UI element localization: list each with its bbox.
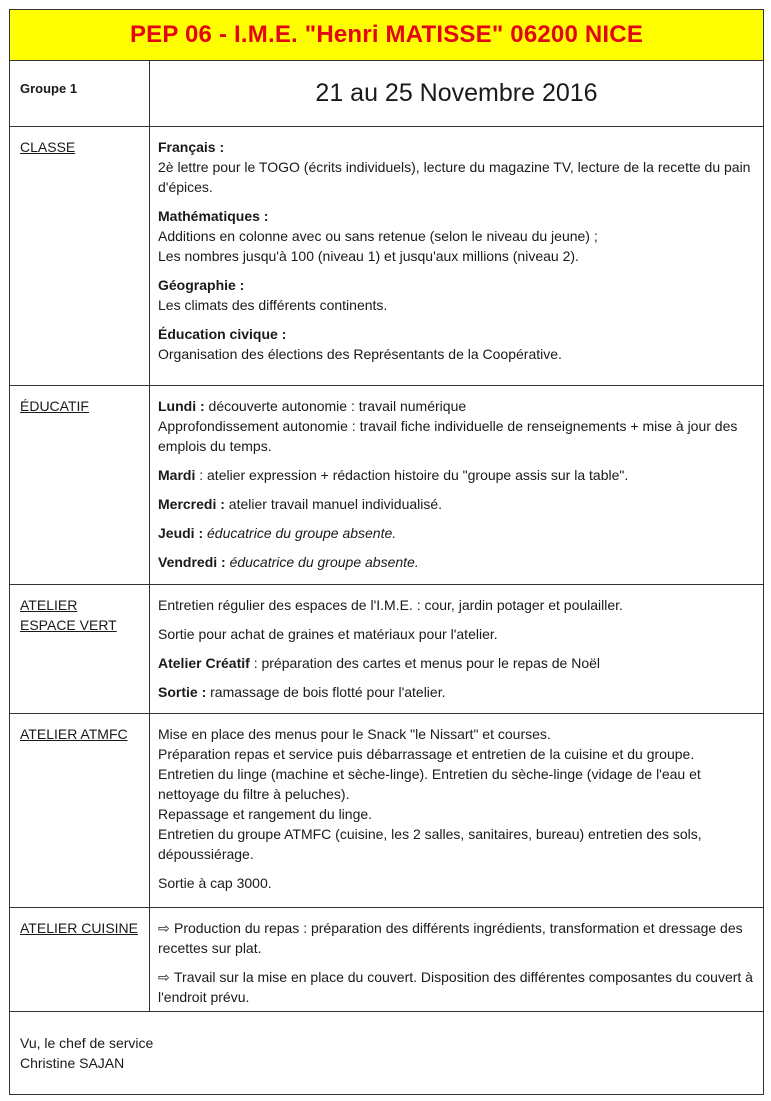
section-label-educatif	[10, 386, 150, 584]
page-title-text: PEP 06 - I.M.E. "Henri MATISSE" 06200 NICE	[129, 21, 644, 48]
espace-vert-label-2: ESPACE VERT	[20, 617, 117, 633]
classe-label: CLASSE	[20, 139, 76, 155]
section-educatif	[10, 386, 763, 585]
geo-text: Les climats des différents continents.	[158, 297, 388, 313]
section-espace-vert	[10, 585, 763, 714]
creatif-label: Atelier Créatif	[158, 655, 250, 671]
civique-text: Organisation des élections des Représentants de la Coopérative.	[158, 346, 562, 362]
maths-text-1: Additions en colonne avec ou sans retenue (selon le niveau du jeune) ;	[158, 228, 598, 244]
section-label-espace-vert	[10, 585, 150, 713]
section-content-espace-vert	[150, 585, 763, 713]
cuisine-item-1-text: Production du repas : préparation des différents ingrédients, transformation et dressage des recettes sur plat.	[158, 920, 743, 956]
cuisine-item-1	[158, 918, 753, 958]
sortie-block	[158, 682, 753, 702]
maths-text-2: Les nombres jusqu'à 100 (niveau 1) et jusqu'aux millions (niveau 2).	[158, 248, 579, 264]
lundi-block	[158, 396, 753, 456]
vendredi-text: éducatrice du groupe absente.	[225, 554, 419, 570]
atmfc-line-5: Entretien du groupe ATMFC (cuisine, les 2 salles, sanitaires, bureau) entretien des sols, dépoussiérage.	[158, 826, 702, 862]
espace-vert-text-1: Entretien régulier des espaces de l'I.M.E. : cour, jardin potager et poulailler.	[158, 597, 623, 613]
educatif-label: ÉDUCATIF	[20, 398, 89, 414]
mercredi-text: atelier travail manuel individualisé.	[224, 496, 443, 512]
vendredi-label: Vendredi :	[158, 554, 226, 570]
francais-title: Français :	[158, 139, 225, 155]
atmfc-line-3: Entretien du linge (machine et sèche-linge). Entretien du sèche-linge (vidage de l'eau et nettoyage du filtre à peluches).	[158, 766, 701, 802]
atmfc-block	[158, 724, 753, 864]
civique-block	[158, 324, 753, 364]
lundi-text: découverte autonomie : travail numérique	[204, 398, 467, 414]
espace-vert-text-2: Sortie pour achat de graines et matériaux pour l'atelier.	[158, 626, 498, 642]
lundi-label: Lundi :	[158, 398, 205, 414]
signature-name: Christine SAJAN	[20, 1055, 125, 1071]
group-label: Groupe 1	[10, 61, 150, 126]
signature-role: Vu, le chef de service	[20, 1035, 154, 1051]
cuisine-label: ATELIER CUISINE	[20, 920, 138, 936]
sortie-label: Sortie :	[158, 684, 207, 700]
maths-block	[158, 206, 753, 266]
atmfc-label: ATELIER ATMFC	[20, 726, 128, 742]
section-classe	[10, 127, 763, 386]
section-content-cuisine	[150, 908, 763, 1011]
sortie-text: ramassage de bois flotté pour l'atelier.	[206, 684, 446, 700]
atmfc-line-1: Mise en place des menus pour le Snack "le Nissart" et courses.	[158, 726, 551, 742]
section-label-classe	[10, 127, 150, 385]
section-cuisine	[10, 908, 763, 1012]
geo-title: Géographie :	[158, 277, 245, 293]
espace-vert-label-1: ATELIER	[20, 597, 78, 613]
francais-block	[158, 137, 753, 197]
mercredi-label: Mercredi :	[158, 496, 225, 512]
section-content-classe	[150, 127, 763, 385]
schedule-sheet	[9, 9, 764, 1095]
jeudi-label: Jeudi :	[158, 525, 204, 541]
mardi-text: : atelier expression + rédaction histoire du "groupe assis sur la table".	[195, 467, 629, 483]
atmfc-line-6: Sortie à cap 3000.	[158, 875, 272, 891]
maths-title: Mathématiques :	[158, 208, 269, 224]
jeudi-text: éducatrice du groupe absente.	[203, 525, 397, 541]
geo-block	[158, 275, 753, 315]
lundi-text-2: Approfondissement autonomie : travail fiche individuelle de renseignements + mise à jour des emplois du temps.	[158, 418, 738, 454]
cuisine-item-2	[158, 967, 753, 1007]
section-content-educatif	[150, 386, 763, 584]
section-atmfc	[10, 714, 763, 908]
week-date	[150, 61, 763, 126]
atmfc-line-4: Repassage et rangement du linge.	[158, 806, 373, 822]
cuisine-item-2-text: Travail sur la mise en place du couvert. Disposition des différentes composantes du couvert à l'endroit prévu.	[158, 969, 753, 1005]
page-title	[10, 9, 763, 61]
mardi-label: Mardi	[158, 467, 196, 483]
arrow-right-icon: ⇨	[158, 969, 170, 985]
section-label-atmfc	[10, 714, 150, 907]
vendredi-block	[158, 552, 753, 572]
section-content-atmfc	[150, 714, 763, 907]
header-row	[10, 61, 763, 127]
creatif-block	[158, 653, 753, 673]
mardi-block	[158, 465, 753, 485]
atmfc-line-2: Préparation repas et service puis débarrassage et entretien de la cuisine et du groupe.	[158, 746, 695, 762]
arrow-right-icon: ⇨	[158, 920, 170, 936]
signature-block	[20, 1033, 153, 1073]
section-label-cuisine	[10, 908, 150, 1011]
mercredi-block	[158, 494, 753, 514]
civique-title: Éducation civique :	[158, 326, 287, 342]
jeudi-block	[158, 523, 753, 543]
creatif-text: : préparation des cartes et menus pour le repas de Noël	[249, 655, 601, 671]
week-date-text: 21 au 25 Novembre 2016	[315, 79, 598, 107]
francais-text: 2è lettre pour le TOGO (écrits individuels), lecture du magazine TV, lecture de la recette du pain d'épices.	[158, 159, 751, 195]
